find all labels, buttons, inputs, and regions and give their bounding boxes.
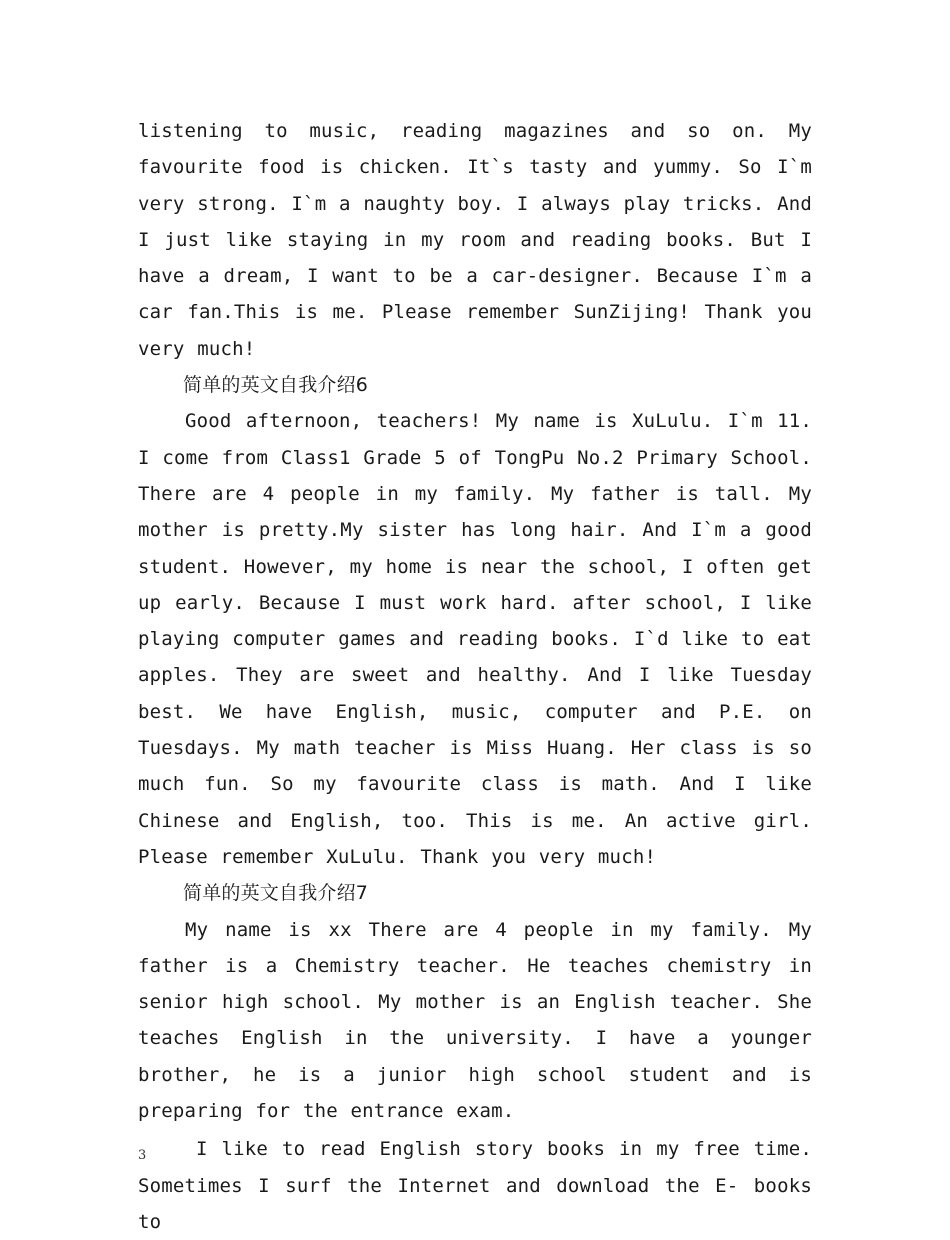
paragraph-hobbies: I like to read English story books in my free time. Sometimes I surf the Internet and download the E- books to bbox=[138, 1138, 812, 1233]
section-heading-6: 简单的英文自我介绍6 bbox=[183, 374, 369, 397]
paragraph-xululu: Good afternoon, teachers! My name is XuLulu. I`m 11. I come from Class1 Grade 5 of TongPu No.2 Primary School. There are 4 people in my family. My father is tall. My mother is pretty.My sister has long hair. And I`m a good student. However, my home is near the school, I often get up early. Because I must work hard. after school, I like playing computer games and reading books. I`d like to eat apples. They are sweet and healthy. And I like Tuesday best. We have English, music, computer and P.E. on Tuesdays. My math teacher is Miss Huang. Her class is so much fun. So my favourite class is math. And I like Chinese and English, too. This is me. An active girl. Please remember XuLulu. Thank you very much! bbox=[138, 410, 812, 868]
section-heading-7: 简单的英文自我介绍7 bbox=[183, 882, 369, 905]
document-body bbox=[138, 113, 812, 1240]
paragraph-sunzijing-ending: listening to music, reading magazines and so on. My favourite food is chicken. It`s tasty and yummy. So I`m very strong. I`m a naughty boy. I always play tricks. And I just like staying in my room and reading books. But I have a dream, I want to be a car-designer. Because I`m a car fan.This is me. Please remember SunZijing! Thank you very much! bbox=[138, 120, 812, 360]
page-number: 3 bbox=[138, 1148, 147, 1163]
paragraph-family: My name is xx There are 4 people in my family. My father is a Chemistry teacher. He teaches chemistry in senior high school. My mother is an English teacher. She teaches English in the university. I have a younger brother, he is a junior high school student and is preparing for the entrance exam. bbox=[138, 918, 812, 1123]
